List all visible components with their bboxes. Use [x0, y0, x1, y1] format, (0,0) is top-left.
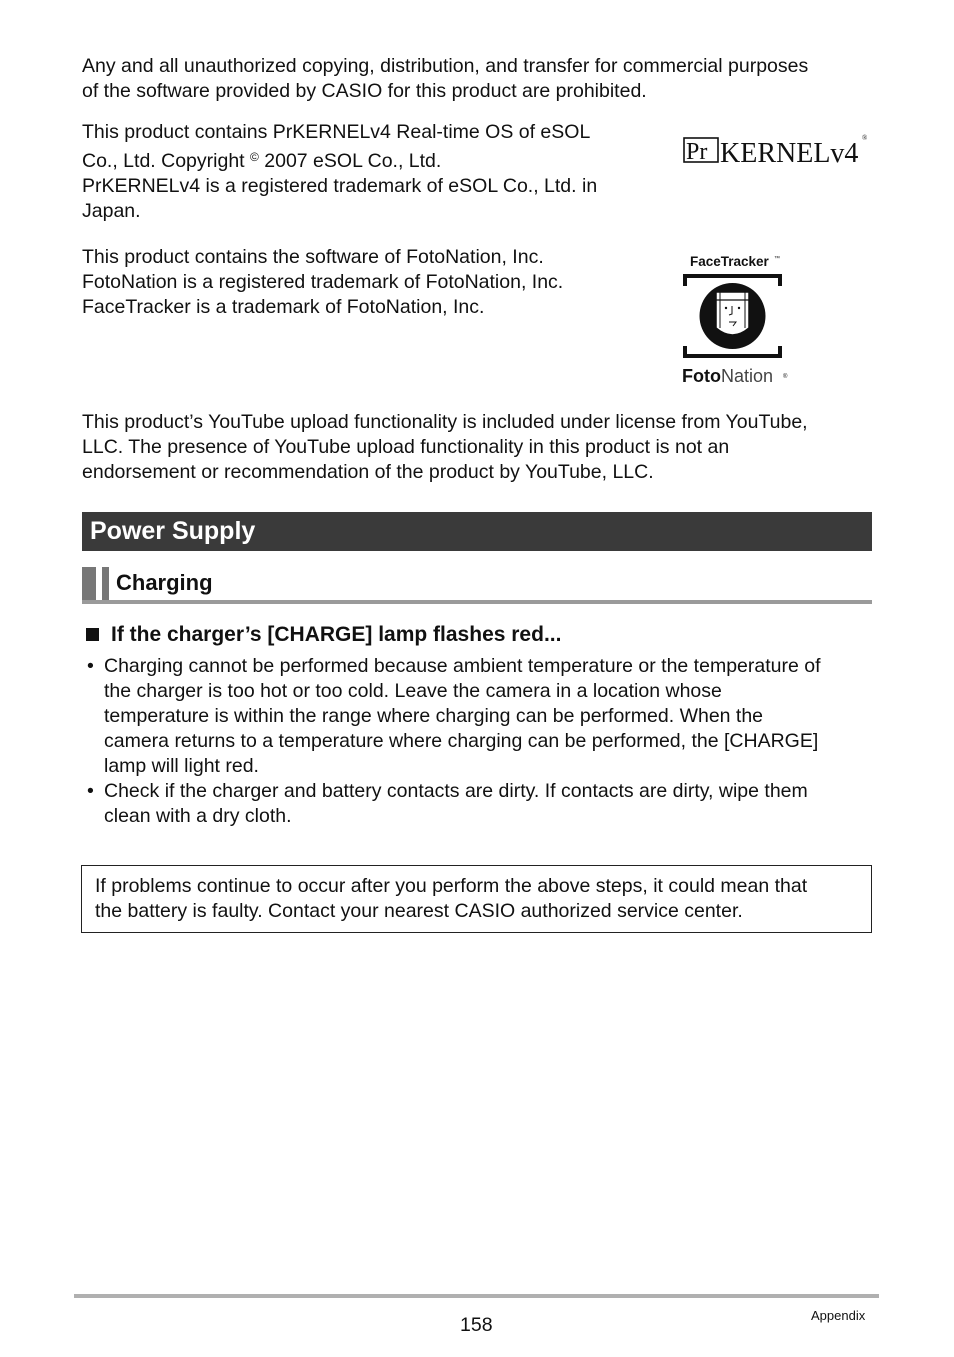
prkernel-monogram	[684, 138, 718, 165]
bullet-list	[82, 654, 882, 829]
issue-heading: If the charger’s [CHARGE] lamp flashes red...	[111, 623, 562, 646]
bullet-2-line-1: Check if the charger and battery contacts are dirty. If contacts are dirty, wipe them	[104, 780, 808, 802]
fotonation-line-3: FaceTracker is a trademark of FotoNation, Inc.	[82, 296, 485, 318]
fotonation-logo-bold: Foto	[682, 366, 721, 386]
youtube-paragraph	[82, 410, 808, 485]
prkernel-registered-mark: ®	[862, 134, 868, 142]
bullet-1-line-2: the charger is too hot or too cold. Leave the camera in a location whose	[104, 680, 722, 702]
prkernel-line-4: Japan.	[82, 200, 141, 222]
fotonation-logo-text	[682, 366, 773, 386]
note-box	[81, 865, 872, 933]
bullet-1-line-5: lamp will light red.	[104, 755, 259, 777]
prkernel-line-3: PrKERNELv4 is a registered trademark of eSOL Co., Ltd. in	[82, 175, 598, 197]
prkernel-line-2-start: Co., Ltd. Copyright	[82, 150, 250, 172]
facetracker-logo-text: FaceTracker	[690, 254, 769, 269]
square-bullet-icon	[86, 628, 99, 641]
prkernel-line-1: This product contains PrKERNELv4 Real-time OS of eSOL	[82, 121, 591, 143]
bullet-marker: •	[87, 655, 94, 677]
intro-paragraph	[82, 54, 808, 104]
prkernel-logo-text: KERNELv4	[720, 138, 859, 169]
note-line-1: If problems continue to occur after you perform the above steps, it could mean that	[95, 875, 808, 897]
section-title-bar	[82, 512, 872, 551]
prkernel-logo	[682, 130, 872, 170]
footer-section-label: Appendix	[811, 1308, 866, 1323]
fotonation-line-2: FotoNation is a registered trademark of FotoNation, Inc.	[82, 271, 564, 293]
subsection-title: Charging	[116, 570, 213, 595]
prkernel-paragraph	[82, 120, 597, 224]
note-line-2: the battery is faulty. Contact your nearest CASIO authorized service center.	[95, 900, 743, 922]
page-number: 158	[460, 1314, 493, 1336]
facetracker-logo	[676, 250, 796, 390]
bullet-1-line-3: temperature is within the range where charging can be performed. When the	[104, 705, 764, 727]
intro-line-1: Any and all unauthorized copying, distribution, and transfer for commercial purposes	[82, 55, 809, 77]
bullet-2-line-2: clean with a dry cloth.	[104, 805, 292, 827]
face-icon	[700, 283, 766, 349]
bullet-1-line-4: camera returns to a temperature where charging can be performed, the [CHARGE]	[104, 730, 819, 752]
prkernel-monogram-text: Pr	[686, 139, 708, 165]
fotonation-paragraph	[82, 245, 563, 320]
prkernel-line-2	[82, 145, 597, 174]
bullet-marker: •	[87, 780, 94, 802]
list-item	[82, 779, 882, 829]
section-title: Power Supply	[90, 517, 256, 545]
fotonation-logo-light: Nation	[720, 366, 774, 386]
subsection-rule	[82, 600, 872, 604]
facetracker-tm-mark: ™	[774, 256, 780, 262]
youtube-line-2: LLC. The presence of YouTube upload functionality in this product is not an	[82, 436, 730, 458]
fotonation-line-1: This product contains the software of FotoNation, Inc.	[82, 246, 544, 268]
prkernel-line-2-end: 2007 eSOL Co., Ltd.	[258, 150, 442, 172]
list-item	[82, 654, 882, 779]
subsection-marker-bar-1	[82, 567, 96, 602]
youtube-line-1: This product’s YouTube upload functionality is included under license from YouTube,	[82, 411, 808, 433]
intro-line-2: of the software provided by CASIO for this product are prohibited.	[82, 80, 647, 102]
copyright-symbol: ©	[250, 150, 259, 164]
bullet-1-line-1: Charging cannot be performed because ambient temperature or the temperature of	[104, 655, 821, 677]
subsection-marker-bar-2	[102, 567, 109, 602]
youtube-line-3: endorsement or recommendation of the product by YouTube, LLC.	[82, 461, 654, 483]
footer-rule	[74, 1294, 879, 1298]
fotonation-registered-mark: ®	[783, 374, 788, 380]
